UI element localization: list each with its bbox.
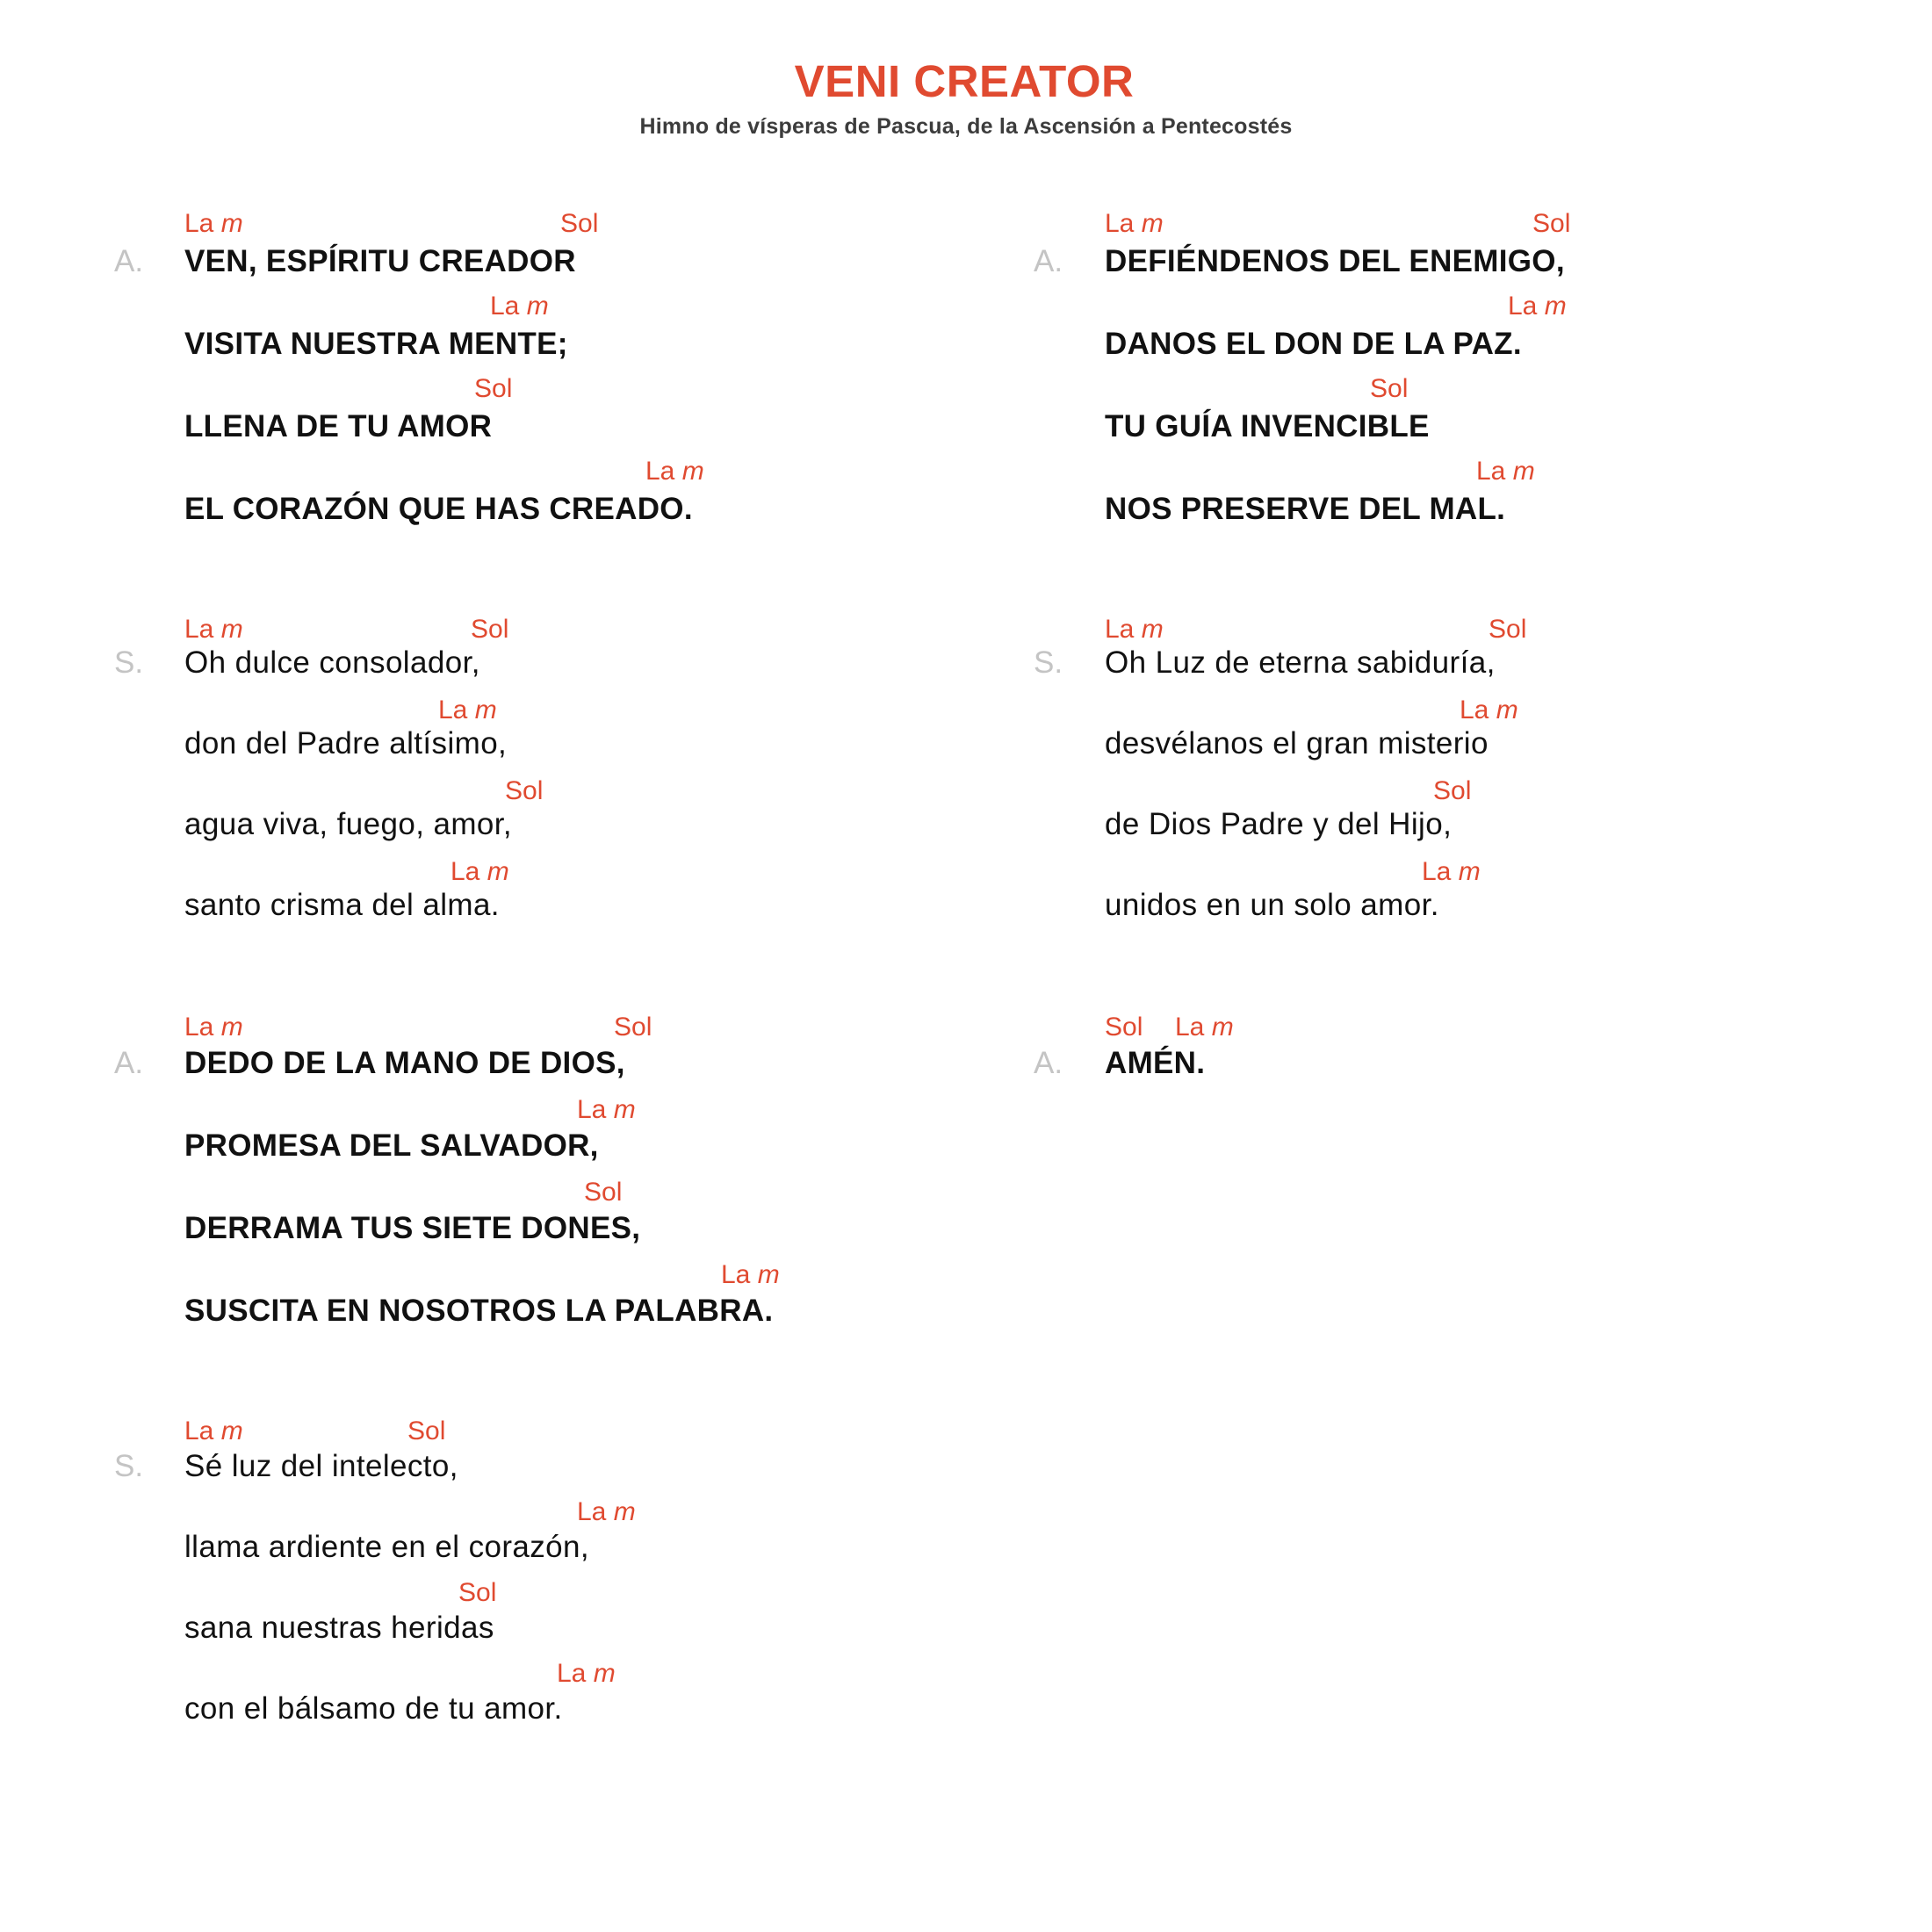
chord-root: Sol [1489, 615, 1527, 644]
chord [560, 211, 598, 237]
lyric-line: EL CORAZÓN QUE HAS CREADO. [184, 492, 693, 526]
chord-root: La [184, 1417, 214, 1445]
lyric-line: Sé luz del intelecto, [184, 1449, 458, 1483]
chord-root: La [184, 1013, 214, 1042]
chord-root: Sol [1370, 374, 1409, 403]
lyric-line: SUSCITA EN NOSOTROS LA PALABRA. [184, 1294, 774, 1328]
chord [451, 859, 509, 885]
lyric-line: llama ardiente en el corazón, [184, 1530, 590, 1564]
chord-root: Sol [407, 1417, 446, 1445]
song-subtitle: Himno de vísperas de Pascua, de la Ascensión a Pentecostés [639, 114, 1293, 139]
lyric-line: DEDO DE LA MANO DE DIOS, [184, 1046, 625, 1080]
role-label-soloist: S. [1034, 645, 1063, 680]
chord-quality: m [681, 457, 704, 486]
chord [1433, 778, 1471, 804]
chord-root: Sol [1532, 209, 1571, 238]
lyric-line: LLENA DE TU AMOR [184, 409, 493, 443]
chord-root: La [1460, 696, 1489, 724]
chord-quality: m [220, 1417, 243, 1445]
lyric-line: santo crisma del alma. [184, 888, 500, 922]
chord [721, 1262, 780, 1288]
song-title: VENI CREATOR [794, 56, 1135, 106]
chord-root: La [451, 857, 480, 886]
chord-quality: m [474, 696, 497, 724]
chord-root: Sol [1105, 1013, 1143, 1042]
role-label-soloist: S. [114, 1449, 144, 1483]
lyric-line: VISITA NUESTRA MENTE; [184, 327, 568, 361]
chord [577, 1097, 636, 1123]
chord-quality: m [220, 209, 243, 238]
chord-root: La [1105, 209, 1135, 238]
chord-root: La [557, 1659, 587, 1688]
chord-root: La [577, 1095, 607, 1124]
lyric-line: con el bálsamo de tu amor. [184, 1691, 563, 1726]
chord-quality: m [1544, 292, 1567, 321]
role-label-assembly: A. [1034, 1046, 1063, 1080]
chord-root: Sol [1433, 776, 1472, 805]
lyric-line: de Dios Padre y del Hijo, [1105, 807, 1453, 841]
chord [1460, 697, 1518, 724]
chord-root: La [1422, 857, 1452, 886]
role-label-assembly: A. [1034, 244, 1063, 278]
chord-quality: m [757, 1260, 780, 1289]
chord-root: La [645, 457, 675, 486]
lyric-line: Oh Luz de eterna sabiduría, [1105, 645, 1496, 680]
chord [1105, 616, 1164, 643]
chord [407, 1418, 445, 1445]
chord-quality: m [593, 1659, 616, 1688]
chord-quality: m [1211, 1013, 1234, 1042]
chord-quality: m [220, 1013, 243, 1042]
chord [584, 1179, 622, 1206]
chord [184, 616, 243, 643]
chord [1175, 1014, 1234, 1041]
chord-root: Sol [505, 776, 544, 805]
chord-quality: m [1458, 857, 1481, 886]
chord [614, 1014, 652, 1041]
chord [184, 1418, 243, 1445]
chord [438, 697, 497, 724]
chord [1105, 211, 1164, 237]
chord [1370, 376, 1408, 402]
lyric-line: VEN, ESPÍRITU CREADOR [184, 244, 576, 278]
lyric-line: DANOS EL DON DE LA PAZ. [1105, 327, 1522, 361]
chord-root: Sol [584, 1178, 623, 1207]
chord-root: La [721, 1260, 751, 1289]
chord-root: La [577, 1497, 607, 1526]
chord-root: La [1508, 292, 1538, 321]
chord-quality: m [1496, 696, 1518, 724]
chord-root: La [1476, 457, 1506, 486]
chord-root: Sol [471, 615, 509, 644]
chord-root: La [1105, 615, 1135, 644]
chord [557, 1661, 616, 1687]
chord-root: La [184, 615, 214, 644]
lyric-line: TU GUÍA INVENCIBLE [1105, 409, 1430, 443]
chord [471, 616, 508, 643]
role-label-assembly: A. [114, 244, 144, 278]
lyric-line: unidos en un solo amor. [1105, 888, 1439, 922]
chord-root: La [490, 292, 520, 321]
chord [1105, 1014, 1143, 1041]
chord-root: La [1175, 1013, 1205, 1042]
chord-quality: m [526, 292, 549, 321]
chord [458, 1580, 496, 1606]
lyric-line: DERRAMA TUS SIETE DONES, [184, 1211, 641, 1245]
chord [1508, 293, 1567, 320]
chord-quality: m [487, 857, 509, 886]
lyric-line: DEFIÉNDENOS DEL ENEMIGO, [1105, 244, 1565, 278]
chord [505, 778, 543, 804]
lyric-line: desvélanos el gran misterio [1105, 726, 1489, 761]
lyric-line: Oh dulce consolador, [184, 645, 480, 680]
lyric-line: sana nuestras heridas [184, 1611, 494, 1645]
chord-root: La [184, 209, 214, 238]
lyric-line: agua viva, fuego, amor, [184, 807, 513, 841]
chord-quality: m [1512, 457, 1535, 486]
chord [645, 458, 704, 485]
chord-root: Sol [474, 374, 513, 403]
chord-root: Sol [458, 1578, 497, 1607]
chord-quality: m [220, 615, 243, 644]
chord-root: La [438, 696, 468, 724]
role-label-assembly: A. [114, 1046, 144, 1080]
chord-quality: m [1141, 615, 1164, 644]
role-label-soloist: S. [114, 645, 144, 680]
lyric-line: AMÉN. [1105, 1046, 1206, 1080]
chord [184, 211, 243, 237]
chord [1532, 211, 1570, 237]
chord [490, 293, 549, 320]
lyric-line: NOS PRESERVE DEL MAL. [1105, 492, 1506, 526]
chord [1422, 859, 1481, 885]
chord-root: Sol [560, 209, 599, 238]
chord-quality: m [613, 1095, 636, 1124]
chord [1489, 616, 1526, 643]
chord-quality: m [1141, 209, 1164, 238]
lyric-line: PROMESA DEL SALVADOR, [184, 1128, 599, 1163]
chord [1476, 458, 1535, 485]
lyric-line: don del Padre altísimo, [184, 726, 508, 761]
chord-quality: m [613, 1497, 636, 1526]
chord-root: Sol [614, 1013, 652, 1042]
chord [184, 1014, 243, 1041]
chord [577, 1499, 636, 1525]
chord [474, 376, 512, 402]
